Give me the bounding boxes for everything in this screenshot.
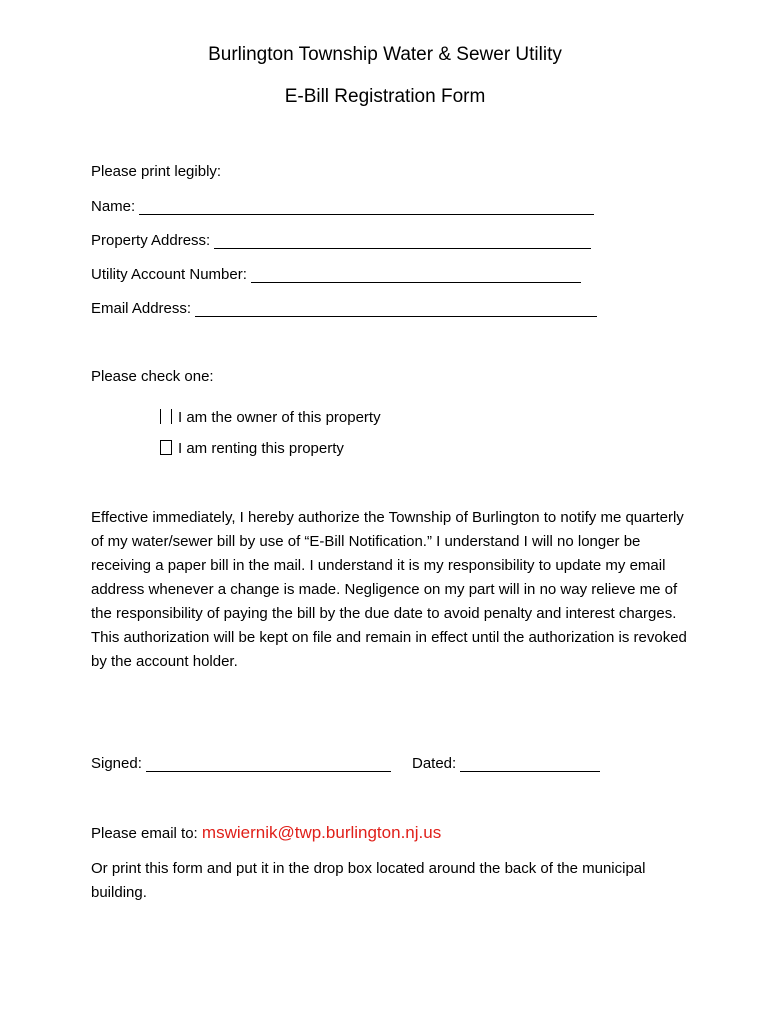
email-blank[interactable]: [195, 302, 597, 317]
dated-blank[interactable]: [460, 757, 600, 772]
account-number-label: Utility Account Number:: [91, 266, 247, 283]
print-instruction: Please print legibly:: [91, 163, 222, 180]
owner-checkbox[interactable]: [160, 409, 172, 424]
owner-option-label: I am the owner of this property: [178, 409, 381, 426]
email-instruction: [91, 823, 441, 843]
signed-label: Signed:: [91, 755, 142, 772]
email-prefix: Please email to:: [91, 825, 198, 842]
email-field[interactable]: [91, 300, 597, 317]
account-number-field[interactable]: [91, 266, 581, 283]
dated-label: Dated:: [412, 755, 457, 772]
dated-field[interactable]: [412, 755, 600, 772]
property-address-field[interactable]: [91, 232, 591, 249]
name-field[interactable]: [91, 198, 594, 215]
email-link[interactable]: mswiernik@twp.burlington.nj.us: [201, 823, 442, 842]
renter-option[interactable]: [160, 440, 344, 457]
property-address-label: Property Address:: [91, 232, 211, 249]
name-blank[interactable]: [139, 200, 594, 215]
email-label: Email Address:: [91, 300, 192, 317]
form-subtitle: E-Bill Registration Form: [284, 86, 486, 107]
form-title: Burlington Township Water & Sewer Utility: [208, 44, 562, 65]
dropbox-text: Or print this form and put it in the drop box located around the back of the municipal building.: [91, 860, 646, 901]
authorization-text: Effective immediately, I hereby authorize the Township of Burlington to notify me quarterly of my water/sewer bill by use of “E-Bill Notification.” I understand I will no longer be receiving a paper bill in the mail. I understand it is my responsibility to update my email address whenever a change is made. Negligence on my part will in no way relieve me of the responsibility of paying the bill by the due date to avoid penalty and interest charges. This authorization will be kept on file and remain in effect until the authorization is revoked by the account holder.: [91, 509, 687, 670]
renter-checkbox[interactable]: [160, 440, 172, 455]
owner-option[interactable]: [160, 409, 381, 426]
name-label: Name:: [91, 198, 136, 215]
property-address-blank[interactable]: [214, 234, 591, 249]
check-prompt: Please check one:: [91, 368, 214, 385]
signed-field[interactable]: [91, 755, 391, 772]
renter-option-label: I am renting this property: [178, 440, 344, 457]
account-number-blank[interactable]: [251, 268, 581, 283]
signed-blank[interactable]: [146, 757, 391, 772]
